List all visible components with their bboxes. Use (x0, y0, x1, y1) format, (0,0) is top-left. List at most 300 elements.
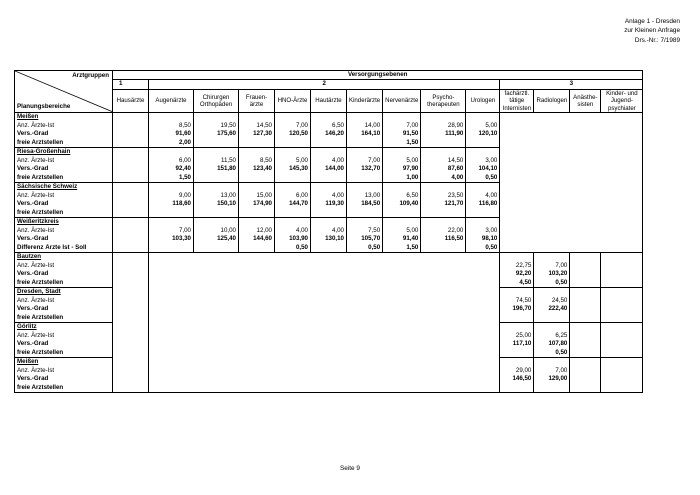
table-cell (311, 358, 347, 367)
table-cell (194, 113, 239, 122)
table-cell (421, 323, 466, 332)
value-cell: 4,00 (311, 156, 347, 165)
table-cell (466, 113, 500, 122)
row-label: Vers.-Grad (17, 305, 49, 313)
row-label: freie Arztstellen (17, 278, 64, 286)
table-cell (601, 358, 643, 367)
table-cell (347, 148, 383, 157)
value-cell (421, 366, 466, 375)
table-cell (570, 183, 601, 192)
value-cell: 3,00 (466, 226, 500, 235)
table-cell (383, 218, 421, 227)
level-1-label: 1 (113, 80, 149, 89)
value-cell: 4,00 (275, 226, 311, 235)
value-cell (194, 375, 239, 384)
value-cell (275, 384, 311, 393)
table-cell (194, 218, 239, 227)
table-row (15, 314, 643, 323)
value-cell (149, 375, 194, 384)
header-line-3: Drs.-Nr.: 7/1989 (634, 36, 680, 44)
value-cell (311, 375, 347, 384)
value-cell (500, 139, 534, 148)
value-cell: 7,00 (149, 226, 194, 235)
table-row (15, 270, 643, 279)
value-cell: 92,40 (149, 165, 194, 174)
value-cell (239, 366, 275, 375)
value-cell: 146,20 (311, 130, 347, 139)
value-cell (601, 270, 643, 279)
table-cell (347, 323, 383, 332)
table-cell (421, 253, 466, 262)
value-cell: 116,50 (421, 235, 466, 244)
value-cell (149, 305, 194, 314)
value-cell: 184,50 (347, 200, 383, 209)
value-cell (534, 139, 570, 148)
value-cell: 222,40 (534, 305, 570, 314)
value-cell (601, 366, 643, 375)
value-cell: 1,00 (383, 174, 421, 183)
value-cell: 6,00 (149, 156, 194, 165)
value-cell (500, 165, 534, 174)
value-cell (194, 244, 239, 253)
value-cell (383, 314, 421, 323)
value-cell: 14,50 (421, 156, 466, 165)
value-cell (239, 261, 275, 270)
value-cell: 8,50 (239, 156, 275, 165)
value-cell (347, 331, 383, 340)
table-cell (239, 218, 275, 227)
value-cell: 6,50 (383, 191, 421, 200)
row-label: Vers.-Grad (17, 235, 49, 243)
value-cell: 25,00 (500, 331, 534, 340)
value-cell (500, 209, 534, 218)
value-cell (570, 121, 601, 130)
value-cell (149, 384, 194, 393)
table-cell (500, 113, 534, 122)
value-cell (239, 244, 275, 253)
value-cell (113, 349, 149, 358)
header-line-2: zur Kleinen Anfrage (624, 27, 680, 35)
table-cell (149, 183, 194, 192)
table-cell (383, 253, 421, 262)
value-cell (194, 366, 239, 375)
table-row (15, 139, 643, 148)
table-row (15, 366, 643, 375)
table-cell (421, 183, 466, 192)
table-cell (601, 323, 643, 332)
column-header: Urologen (466, 89, 500, 112)
column-header: Hausärzte (113, 89, 149, 112)
value-cell: 74,50 (500, 296, 534, 305)
value-cell (534, 191, 570, 200)
value-cell: 103,20 (534, 270, 570, 279)
table-cell (534, 113, 570, 122)
value-cell (275, 279, 311, 288)
value-cell (570, 375, 601, 384)
value-cell (311, 209, 347, 218)
value-cell: 196,70 (500, 305, 534, 314)
table-cell (347, 113, 383, 122)
value-cell: 111,90 (421, 130, 466, 139)
value-cell (275, 349, 311, 358)
value-cell (194, 139, 239, 148)
table-row (15, 244, 643, 253)
value-cell (347, 384, 383, 393)
value-cell (113, 314, 149, 323)
value-cell (466, 314, 500, 323)
table-cell (311, 253, 347, 262)
value-cell: 19,50 (194, 121, 239, 130)
value-cell (601, 384, 643, 393)
group-title: Versorgungsebenen (113, 71, 643, 80)
value-cell (534, 314, 570, 323)
value-cell (239, 331, 275, 340)
value-cell (275, 375, 311, 384)
table-cell (466, 358, 500, 367)
value-cell (421, 209, 466, 218)
value-cell (570, 296, 601, 305)
region-name: Meißen (15, 113, 113, 122)
value-cell: 5,00 (466, 121, 500, 130)
value-cell: 144,00 (311, 165, 347, 174)
value-cell (113, 279, 149, 288)
value-cell: 119,30 (311, 200, 347, 209)
corner-top-label: Arztgruppen (72, 72, 109, 79)
corner-cell (15, 71, 113, 113)
value-cell (113, 384, 149, 393)
value-cell (194, 340, 239, 349)
value-cell (601, 174, 643, 183)
table-cell (347, 253, 383, 262)
table-cell (500, 218, 534, 227)
value-cell: 22,75 (500, 261, 534, 270)
table-cell (570, 218, 601, 227)
value-cell: 87,60 (421, 165, 466, 174)
table-cell (149, 358, 194, 367)
value-cell (500, 191, 534, 200)
value-cell (601, 375, 643, 384)
value-cell: 7,00 (534, 366, 570, 375)
value-cell (601, 261, 643, 270)
table-row (15, 384, 643, 393)
row-label: Anz. Ärzte-Ist (17, 226, 55, 234)
value-cell (113, 156, 149, 165)
value-cell (500, 174, 534, 183)
value-cell: 0,50 (347, 244, 383, 253)
table-cell (347, 183, 383, 192)
table-row (15, 349, 643, 358)
table-cell (149, 148, 194, 157)
table-row (15, 130, 643, 139)
table-cell (383, 148, 421, 157)
value-cell (239, 349, 275, 358)
table-cell (534, 253, 570, 262)
table-row (15, 340, 643, 349)
value-cell (347, 375, 383, 384)
value-cell: 103,30 (149, 235, 194, 244)
value-cell: 3,00 (466, 156, 500, 165)
region-name: Bautzen (15, 253, 113, 262)
value-cell: 8,50 (149, 121, 194, 130)
row-label: freie Arztstellen (17, 173, 64, 181)
value-cell (311, 384, 347, 393)
value-cell (601, 244, 643, 253)
table-cell (466, 148, 500, 157)
table-cell (570, 323, 601, 332)
column-header: Hautärzte (311, 89, 347, 112)
value-cell (149, 366, 194, 375)
value-cell (275, 139, 311, 148)
value-cell (113, 174, 149, 183)
table-row (15, 331, 643, 340)
table-cell (113, 113, 149, 122)
table-cell (113, 323, 149, 332)
value-cell (466, 305, 500, 314)
value-cell: 150,10 (194, 200, 239, 209)
column-header: fachärztl. tätige Internisten (500, 89, 534, 112)
value-cell (421, 279, 466, 288)
value-cell (113, 331, 149, 340)
value-cell: 104,10 (466, 165, 500, 174)
table-cell (383, 323, 421, 332)
table-row (15, 226, 643, 235)
row-label: freie Arztstellen (17, 208, 64, 216)
value-cell (113, 191, 149, 200)
value-cell (570, 244, 601, 253)
value-cell: 6,00 (275, 191, 311, 200)
value-cell (466, 209, 500, 218)
value-cell (311, 174, 347, 183)
value-cell: 0,50 (466, 244, 500, 253)
table-cell (194, 253, 239, 262)
row-label: Vers.-Grad (17, 270, 49, 278)
value-cell (194, 296, 239, 305)
value-cell (347, 209, 383, 218)
value-cell (383, 340, 421, 349)
value-cell (534, 235, 570, 244)
value-cell (194, 261, 239, 270)
value-cell (149, 244, 194, 253)
value-cell (601, 331, 643, 340)
value-cell (601, 156, 643, 165)
value-cell (113, 270, 149, 279)
value-cell: 6,50 (311, 121, 347, 130)
table-cell (311, 148, 347, 157)
table-cell (466, 253, 500, 262)
value-cell: 24,50 (534, 296, 570, 305)
value-cell (275, 331, 311, 340)
value-cell (113, 375, 149, 384)
value-cell (570, 226, 601, 235)
value-cell (383, 331, 421, 340)
table-cell (239, 148, 275, 157)
level-3-label: 3 (500, 80, 643, 89)
value-cell (570, 349, 601, 358)
value-cell (149, 349, 194, 358)
value-cell (466, 375, 500, 384)
value-cell: 174,90 (239, 200, 275, 209)
value-cell: 5,00 (275, 156, 311, 165)
value-cell: 2,00 (149, 139, 194, 148)
value-cell (601, 296, 643, 305)
value-cell (500, 349, 534, 358)
value-cell (149, 279, 194, 288)
table-cell (601, 288, 643, 297)
value-cell: 23,50 (421, 191, 466, 200)
value-cell (534, 226, 570, 235)
value-cell (194, 209, 239, 218)
value-cell: 129,00 (534, 375, 570, 384)
value-cell: 123,40 (239, 165, 275, 174)
value-cell (570, 384, 601, 393)
table-row (15, 174, 643, 183)
value-cell: 4,50 (500, 279, 534, 288)
value-cell (149, 314, 194, 323)
table-row (15, 200, 643, 209)
table-cell (275, 183, 311, 192)
value-cell: 9,00 (149, 191, 194, 200)
column-header: Anästhe-sisten (570, 89, 601, 112)
value-cell (347, 340, 383, 349)
value-cell: 5,00 (383, 156, 421, 165)
value-cell (149, 331, 194, 340)
row-label: Vers.-Grad (17, 165, 49, 173)
table-cell (239, 183, 275, 192)
physician-supply-table (14, 70, 643, 393)
value-cell: 7,00 (347, 156, 383, 165)
table-cell (194, 323, 239, 332)
table-body (15, 113, 643, 393)
value-cell: 109,40 (383, 200, 421, 209)
value-cell: 117,10 (500, 340, 534, 349)
table-cell (113, 218, 149, 227)
value-cell (601, 349, 643, 358)
column-header: Chirurgen Orthopäden (194, 89, 239, 112)
value-cell (311, 139, 347, 148)
table-cell (421, 148, 466, 157)
value-cell (421, 244, 466, 253)
region-name: Sächsische Schweiz (15, 183, 113, 192)
region-name: Görlitz (15, 323, 113, 332)
value-cell (347, 279, 383, 288)
value-cell (570, 130, 601, 139)
value-cell: 6,25 (534, 331, 570, 340)
value-cell (534, 384, 570, 393)
value-cell (466, 270, 500, 279)
value-cell (194, 314, 239, 323)
table-cell (347, 218, 383, 227)
value-cell (239, 340, 275, 349)
row-label: Vers.-Grad (17, 340, 49, 348)
region-name: Meißen (15, 358, 113, 367)
value-cell (149, 209, 194, 218)
value-cell (570, 139, 601, 148)
value-cell (570, 174, 601, 183)
value-cell (601, 209, 643, 218)
value-cell: 144,70 (275, 200, 311, 209)
table-cell (421, 288, 466, 297)
value-cell (421, 305, 466, 314)
value-cell (421, 340, 466, 349)
value-cell (239, 305, 275, 314)
value-cell (311, 244, 347, 253)
value-cell: 13,00 (347, 191, 383, 200)
table-cell (275, 148, 311, 157)
table-cell (601, 113, 643, 122)
column-header: Kinderärzte (347, 89, 383, 112)
value-cell (570, 165, 601, 174)
table-cell (275, 358, 311, 367)
value-cell (534, 209, 570, 218)
table-cell (500, 183, 534, 192)
value-cell (570, 200, 601, 209)
value-cell (570, 340, 601, 349)
value-cell (383, 279, 421, 288)
table-cell (383, 288, 421, 297)
value-cell (275, 261, 311, 270)
table-row (15, 261, 643, 270)
table-cell (466, 218, 500, 227)
value-cell (500, 384, 534, 393)
value-cell (113, 200, 149, 209)
value-cell (347, 139, 383, 148)
value-cell (149, 261, 194, 270)
table-cell (113, 148, 149, 157)
value-cell (113, 226, 149, 235)
value-cell (239, 174, 275, 183)
table-cell (534, 323, 570, 332)
value-cell (421, 270, 466, 279)
table-row (15, 296, 643, 305)
value-cell (500, 130, 534, 139)
value-cell (113, 261, 149, 270)
value-cell: 0,50 (534, 279, 570, 288)
value-cell (500, 200, 534, 209)
value-cell (113, 244, 149, 253)
table-cell (194, 358, 239, 367)
value-cell (466, 296, 500, 305)
value-cell (601, 200, 643, 209)
value-cell (347, 261, 383, 270)
value-cell: 175,60 (194, 130, 239, 139)
table-row (15, 279, 643, 288)
value-cell: 116,80 (466, 200, 500, 209)
value-cell (534, 165, 570, 174)
table-cell (466, 183, 500, 192)
value-cell: 91,50 (383, 130, 421, 139)
table-row (15, 209, 643, 218)
value-cell (347, 305, 383, 314)
value-cell (421, 349, 466, 358)
table-cell (500, 358, 534, 367)
value-cell: 121,70 (421, 200, 466, 209)
table-cell (311, 218, 347, 227)
value-cell (347, 270, 383, 279)
row-label: Anz. Ärzte-Ist (17, 331, 55, 339)
table-cell (383, 183, 421, 192)
table-row (15, 191, 643, 200)
value-cell (534, 174, 570, 183)
value-cell: 14,50 (239, 121, 275, 130)
table-cell (194, 288, 239, 297)
table-row (15, 305, 643, 314)
value-cell (239, 384, 275, 393)
value-cell (113, 366, 149, 375)
value-cell: 164,10 (347, 130, 383, 139)
value-cell (601, 340, 643, 349)
value-cell: 5,00 (383, 226, 421, 235)
value-cell (466, 261, 500, 270)
